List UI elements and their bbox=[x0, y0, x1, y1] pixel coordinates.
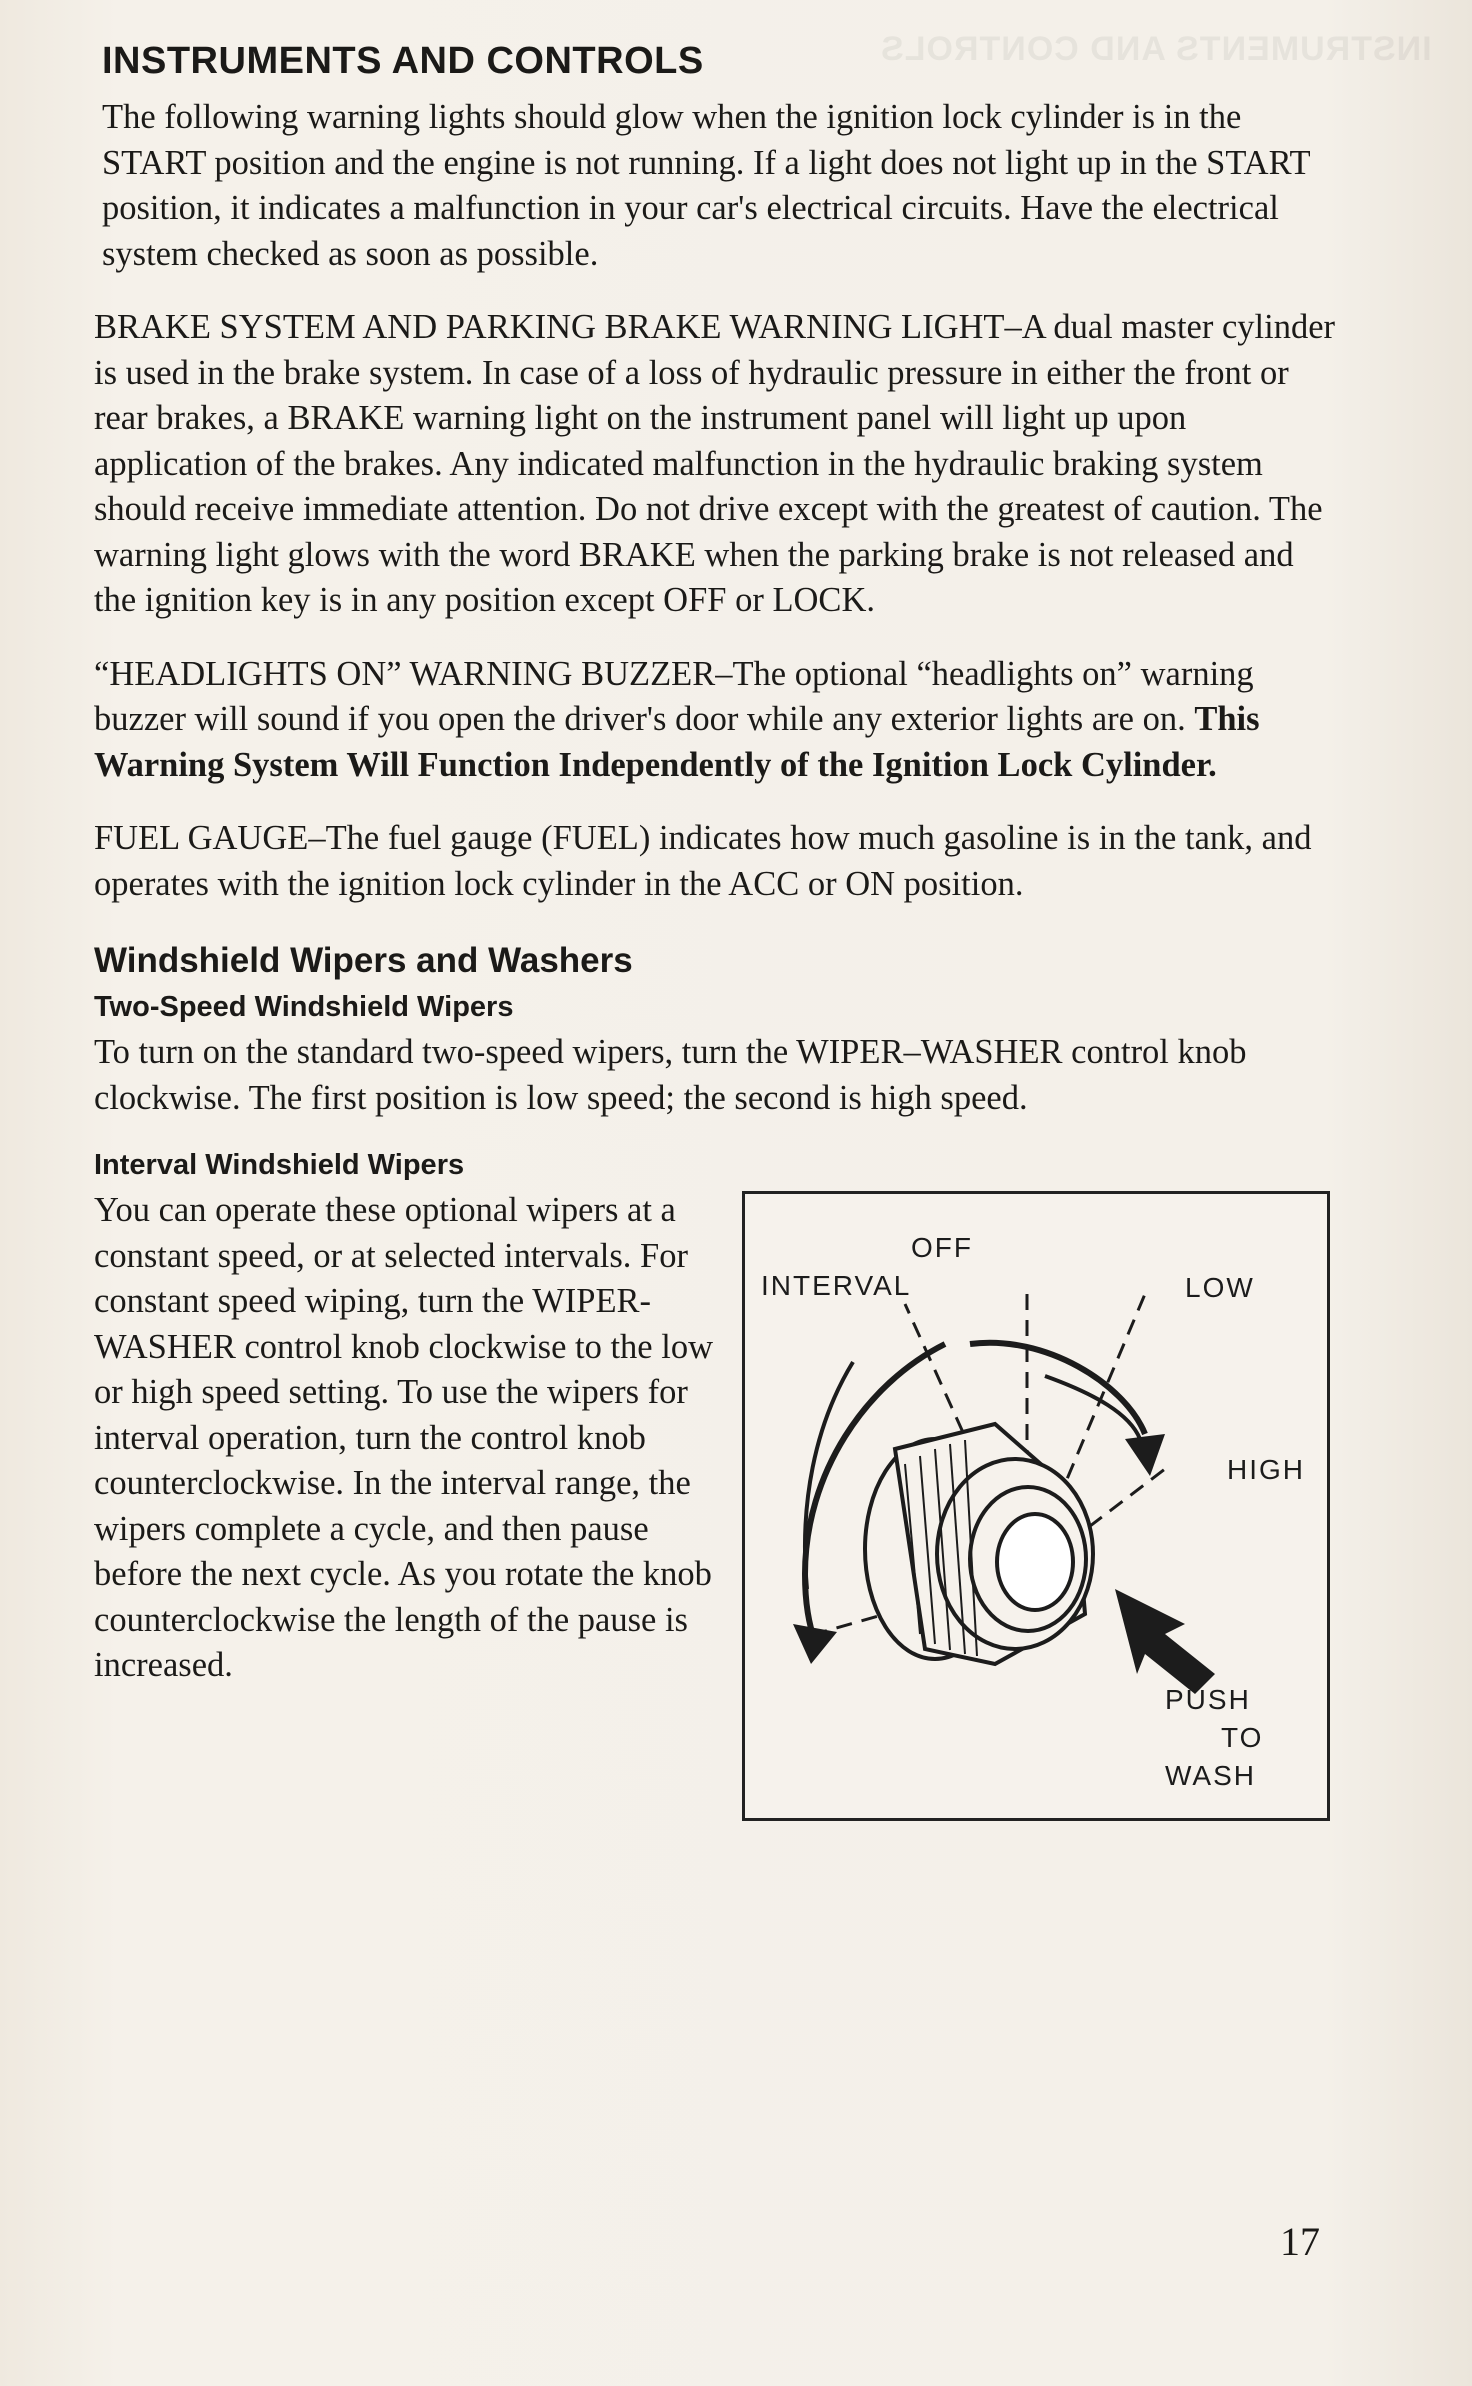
interval-label: INTERVAL bbox=[761, 1270, 912, 1301]
intro-paragraph: The following warning lights should glow when the ignition lock cylinder is in the START position and the engine is not running. If a light does not light up in the START position, it indicates a malfunction in your car's electrical circuits. Have the electrical system checked as soon as possible. bbox=[102, 98, 1310, 273]
off-label: OFF bbox=[911, 1232, 973, 1263]
page-number: 17 bbox=[1280, 2219, 1320, 2264]
headlights-bold-text: This Warning System Will Function Independently of the Ignition Lock Cylinder. bbox=[94, 700, 1260, 784]
interval-paragraph: You can operate these optional wipers at a constant speed, or at selected intervals. For constant speed wiping, turn the WIPER-WASHER control knob clockwise to the low or high speed setting. To use the wipers for interval operation, turn the control knob counterclockwise. In the interval range, the wipers complete a cycle, and then pause before the next cycle. As you rotate the knob counterclockwise the length of the pause is increased. bbox=[94, 1191, 713, 1684]
page-content bbox=[94, 40, 1344, 1791]
bleed-through-text: INSTRUMENTS AND CONTROLS bbox=[880, 30, 1432, 68]
interval-section bbox=[94, 1149, 1344, 1791]
brake-warning-paragraph: BRAKE SYSTEM AND PARKING BRAKE WARNING LIGHT–A dual master cylinder is used in the brake system. In case of a loss of hydraulic pressure in either the front or rear brakes, a BRAKE warning light on the instrument panel will light up upon application of the brakes. Any indicated malfunction in the hydraulic braking system should receive immediate attention. Do not drive except with the greatest of caution. The warning light glows with the word BRAKE when the parking brake is not released and the ignition key is in any position except OFF or LOCK. bbox=[94, 308, 1336, 619]
headlights-text: “HEADLIGHTS ON” WARNING BUZZER–The optional “headlights on” warning buzzer will sound if you open the driver's door while any exterior lights are on. bbox=[94, 654, 1254, 738]
page-heading: INSTRUMENTS AND CONTROLS bbox=[102, 40, 704, 82]
fuel-gauge-paragraph: FUEL GAUGE–The fuel gauge (FUEL) indicates how much gasoline is in the tank, and operates with the ignition lock cylinder in the ACC or ON position. bbox=[94, 819, 1312, 903]
push-label: PUSH bbox=[1165, 1684, 1251, 1715]
two-speed-paragraph: To turn on the standard two-speed wipers, turn the WIPER–WASHER control knob clockwise. The first position is low speed; the second is high speed. bbox=[94, 1033, 1247, 1117]
high-label: HIGH bbox=[1227, 1454, 1305, 1485]
wash-label: WASH bbox=[1165, 1760, 1256, 1791]
headlights-buzzer-paragraph bbox=[94, 652, 1344, 789]
interval-heading: Interval Windshield Wipers bbox=[94, 1149, 465, 1181]
wipers-section-heading: Windshield Wipers and Washers bbox=[94, 941, 633, 980]
to-label: TO bbox=[1221, 1722, 1264, 1753]
two-speed-heading: Two-Speed Windshield Wipers bbox=[94, 991, 514, 1023]
low-label: LOW bbox=[1185, 1272, 1255, 1303]
wiper-knob-diagram bbox=[742, 1191, 1330, 1821]
